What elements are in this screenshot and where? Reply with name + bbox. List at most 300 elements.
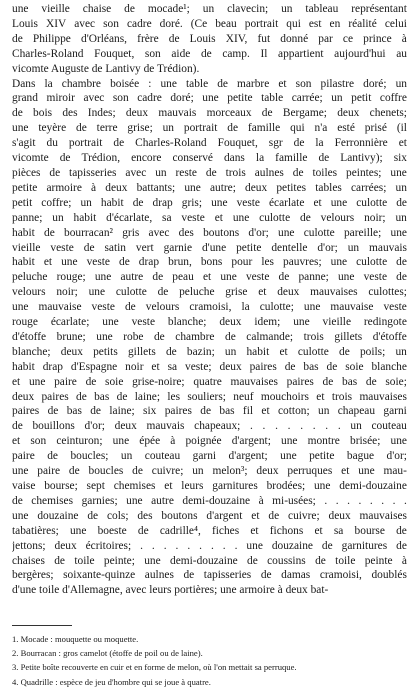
word: drap (42, 360, 63, 373)
word: et (250, 524, 259, 537)
word: de (168, 32, 180, 45)
word: une (330, 196, 348, 209)
word: qui (290, 122, 305, 135)
word: son (295, 77, 312, 90)
word: mauvaise (38, 301, 82, 314)
word: prisé (364, 122, 387, 135)
line-text: d'une toile d'Allemagne, avec leurs portières; une armoire à deux bat- (12, 584, 329, 597)
word: avec (83, 92, 105, 105)
word: son (112, 92, 129, 105)
text-line (12, 166, 407, 181)
word: de (300, 211, 311, 224)
footnotes (12, 632, 407, 689)
word: brisée; (350, 435, 381, 448)
word: . (369, 494, 373, 507)
word: velours (12, 286, 46, 299)
word: une (12, 3, 29, 15)
word: réalité (348, 17, 377, 30)
word: veste (245, 271, 270, 284)
word: et (398, 137, 407, 150)
word: avec (148, 226, 170, 239)
word: beau (215, 17, 237, 30)
word: Charles-Roland (135, 137, 207, 150)
word: peintes; (346, 166, 382, 179)
word: un (155, 166, 167, 179)
word: fil (242, 405, 254, 418)
word: . (140, 539, 143, 552)
word: paires (286, 375, 314, 388)
word: de (12, 494, 23, 507)
word: et (12, 375, 21, 388)
footnote-rule (12, 625, 72, 626)
word: un (318, 405, 330, 418)
word: autre (120, 271, 144, 284)
word: coffre (379, 92, 407, 105)
word: un (52, 211, 64, 224)
word: tapisseries (203, 569, 252, 582)
word: chapeau (337, 405, 376, 418)
word: les (261, 256, 274, 269)
word: de (396, 271, 407, 284)
word: de (165, 345, 177, 358)
word: de (54, 554, 65, 567)
word: de (227, 122, 239, 135)
word: de (268, 509, 280, 522)
word: trois (225, 166, 246, 179)
word: cadre (126, 17, 152, 30)
word: grise-noire; (132, 375, 185, 388)
word: deux (328, 509, 351, 522)
text-line (12, 375, 407, 390)
word: deux (219, 316, 242, 329)
word: de (12, 107, 23, 120)
word: mauvaises (230, 375, 278, 388)
text-line (12, 524, 407, 539)
word: mau- (383, 465, 407, 478)
word: mauvaise (330, 301, 374, 314)
text-line (12, 345, 407, 360)
word: boisée (110, 77, 140, 90)
word: veste (131, 316, 155, 329)
word: brodées; (266, 480, 306, 492)
word: culotte (259, 211, 291, 224)
word: cramoisi, (319, 569, 362, 582)
word: sa (333, 524, 344, 537)
text-line (12, 554, 407, 569)
word: petit (12, 196, 33, 209)
word: habit (100, 196, 124, 209)
word: un (192, 465, 204, 478)
text-line (12, 226, 407, 241)
line-text: vicomte Auguste de Lantivy de Trédion). (12, 62, 200, 75)
word: deux (277, 286, 300, 299)
word: et (313, 196, 322, 209)
word: laine; (109, 405, 135, 418)
word: garnies; (81, 494, 118, 507)
word: une (12, 301, 29, 314)
word: culotte (115, 286, 147, 299)
word: peluche (179, 286, 215, 299)
word: paires (164, 405, 192, 418)
word: habit (12, 226, 35, 239)
word: de (365, 375, 377, 388)
word: du (46, 137, 58, 150)
word: culottes; (368, 286, 407, 299)
text-line (12, 404, 407, 419)
word: frère (137, 32, 159, 45)
word: un (331, 92, 343, 105)
word: veste (50, 241, 74, 254)
word: et (316, 390, 325, 403)
word: la (315, 137, 324, 150)
word: portrait (244, 17, 279, 30)
word: son (103, 17, 119, 30)
text-line (12, 2, 407, 17)
word: de (396, 196, 407, 209)
word: petite (309, 450, 335, 463)
word: bois (33, 107, 53, 120)
word: vert (135, 241, 154, 254)
word: culotte (356, 196, 388, 209)
word: gris (122, 226, 140, 239)
word: boucles; (70, 450, 109, 463)
word: aujourd'hui (334, 47, 386, 60)
word: blanche (371, 360, 407, 373)
word: reste (175, 166, 197, 179)
word: habit (246, 345, 270, 358)
word: pilastre (320, 77, 355, 90)
word: de (200, 405, 212, 418)
word: calmande; (246, 330, 294, 343)
word: une (202, 92, 219, 105)
word: une (246, 539, 263, 552)
word: sa (167, 360, 178, 373)
word: petit (351, 92, 372, 105)
word: chaises (12, 554, 45, 567)
word: jettons; (12, 539, 46, 552)
word: . (392, 494, 396, 507)
text-line (12, 32, 407, 47)
word: . (210, 539, 214, 552)
word: cuivre; (288, 509, 320, 522)
word: représentant (351, 3, 407, 15)
word: brune; (56, 330, 86, 343)
text-line (12, 315, 407, 330)
word: et (279, 345, 288, 358)
word: doublés (371, 569, 407, 582)
word: aide (171, 47, 191, 60)
word: une (12, 509, 29, 522)
word: boucles (88, 465, 124, 478)
word: culotte; (259, 301, 294, 314)
word: bas (303, 360, 319, 373)
word: grise (225, 286, 248, 299)
word: une (126, 494, 143, 507)
word: et (164, 480, 173, 492)
word: aulnes (254, 166, 284, 179)
text-line (12, 479, 407, 494)
word: table (261, 92, 284, 105)
word: à (258, 494, 264, 507)
word: demi-douzaine (170, 554, 238, 567)
word: paires (12, 405, 40, 418)
word: pareille; (343, 226, 382, 239)
word: damas (281, 569, 311, 582)
word: carrée; (291, 92, 323, 105)
word: de (260, 569, 272, 582)
word: . (187, 539, 191, 552)
word: d'or; (84, 420, 105, 433)
word: chambre (175, 330, 215, 343)
word: d'argent (206, 509, 243, 522)
word: trois (303, 330, 324, 343)
word: bas (219, 405, 235, 418)
word: leurs (181, 480, 204, 492)
word: veste (383, 301, 407, 314)
word: chemises (113, 480, 156, 492)
word: une (12, 122, 29, 135)
text-line (12, 255, 407, 270)
word: mauvais (369, 241, 407, 254)
text-line (12, 509, 407, 524)
word: habit (12, 256, 35, 269)
text-line (12, 494, 407, 509)
word: de (205, 166, 217, 179)
word: de (157, 286, 169, 299)
word: et (341, 465, 350, 478)
word: mi-usées; (272, 494, 316, 507)
word: peau (172, 271, 194, 284)
word: panne; (298, 271, 329, 284)
word: culotte (356, 256, 388, 269)
word: d'argent; (228, 450, 268, 463)
word: un (120, 450, 133, 463)
word: doré. (159, 17, 183, 30)
word: autre (151, 494, 174, 507)
text-line (12, 62, 407, 77)
word: Ferronnière (334, 137, 388, 150)
text-line (12, 136, 407, 151)
word: avec (74, 17, 96, 30)
word: autre; (209, 181, 236, 194)
word: deux (125, 107, 149, 120)
word: de (47, 405, 59, 418)
word: d'une (201, 241, 227, 254)
word: bas (94, 390, 110, 403)
word: . (250, 420, 253, 433)
word: un (224, 345, 237, 358)
word: Philippe (32, 32, 71, 45)
word: deux (337, 107, 360, 120)
word: une (12, 465, 29, 478)
word: veste (236, 196, 260, 209)
word: à (91, 181, 97, 194)
text-line (12, 583, 407, 598)
word: morceaux (206, 107, 252, 120)
word: une (88, 286, 106, 299)
word: la (241, 301, 250, 314)
word: . (175, 539, 179, 552)
word: doré; (170, 92, 194, 105)
word: aulnes (144, 569, 174, 582)
word: noir; (56, 286, 78, 299)
word: Indes; (87, 107, 116, 120)
word: de (44, 226, 55, 239)
word: trois (331, 390, 353, 403)
word: . (358, 494, 362, 507)
word: vaise (12, 480, 36, 492)
word: melon³; (212, 465, 248, 478)
word: chemises (31, 494, 74, 507)
word: de (49, 166, 61, 179)
word: de (132, 465, 143, 478)
word: laine; (134, 390, 161, 403)
word: d'écarlate, (106, 211, 153, 224)
word: petite (227, 92, 253, 105)
text-line (12, 211, 407, 226)
word: de (217, 77, 228, 90)
word: à (401, 32, 407, 45)
word: un (347, 241, 360, 254)
word: mauvaises (359, 509, 407, 522)
word: une (102, 316, 119, 329)
word: d'étoffe (372, 330, 407, 343)
word: dans (223, 152, 245, 165)
word: de (124, 301, 136, 314)
word: paire (37, 465, 61, 478)
word: . (262, 420, 266, 433)
text-line (12, 181, 407, 196)
word: dentelle (271, 241, 308, 254)
text-line (12, 434, 407, 449)
word: pour (231, 256, 253, 269)
word: une (184, 181, 201, 194)
word: et (261, 405, 270, 418)
body-text (12, 2, 407, 598)
word: d'or; (386, 450, 407, 463)
word: Lantivy); (340, 152, 383, 165)
word: pauvres; (283, 256, 322, 269)
word: et (278, 77, 287, 90)
text-line (12, 270, 407, 285)
word: et (202, 271, 212, 284)
word: douzaine (37, 509, 79, 522)
word: XIV, (225, 32, 248, 45)
word: d'Orléans, (81, 32, 128, 45)
word: une (390, 226, 407, 239)
word: cadre (137, 92, 162, 105)
word: avec (125, 166, 147, 179)
word: une (280, 450, 297, 463)
word: de (396, 256, 407, 269)
word: une (69, 524, 87, 537)
word: toile (335, 554, 356, 567)
word: . (163, 539, 167, 552)
word: conservé (172, 152, 213, 165)
word: est (308, 17, 322, 30)
word: peinte; (103, 554, 135, 567)
word: cadrille⁴, (159, 524, 201, 537)
word: une (390, 166, 407, 179)
word: et (251, 509, 260, 522)
text-line (12, 539, 407, 554)
word: sept (86, 480, 105, 492)
word: deux (219, 360, 242, 373)
word: une (303, 301, 321, 314)
word: bourse; (44, 480, 78, 492)
word: de (116, 390, 128, 403)
word: table (185, 77, 209, 90)
word: panne; (12, 211, 43, 224)
word: coffre; (41, 196, 72, 209)
word: bouillons (32, 420, 75, 433)
word: un (202, 3, 215, 15)
word: noir; (364, 211, 386, 224)
word: Louis (12, 17, 38, 30)
word: de (292, 166, 304, 179)
word: bazin; (186, 345, 215, 358)
word: encore (131, 152, 162, 165)
word: de (47, 450, 58, 463)
word: robe (123, 330, 144, 343)
word: clavecin; (227, 3, 269, 15)
text-line (12, 47, 407, 62)
word: . (403, 494, 407, 507)
word: de (225, 330, 236, 343)
word: une (160, 77, 177, 90)
word: vicomte (12, 152, 49, 165)
word: : (148, 77, 152, 90)
word: de (83, 241, 95, 254)
word: cotton; (278, 405, 310, 418)
word: garnitures (341, 539, 388, 552)
word: de (321, 539, 333, 552)
word: portrait (183, 122, 218, 135)
word: (il (396, 122, 407, 135)
word: paires (249, 360, 277, 373)
word: ceinturon; (56, 435, 103, 448)
word: cramoisi, (189, 301, 232, 314)
word: Charles-Roland (12, 47, 84, 60)
word: . (335, 494, 339, 507)
word: terre (96, 122, 118, 135)
word: de (87, 509, 99, 522)
text-line (12, 106, 407, 121)
word: une (330, 256, 348, 269)
word: gillets (334, 330, 363, 343)
word: de (318, 152, 330, 165)
word: s'agit (12, 137, 36, 150)
word: une (337, 271, 355, 284)
word: miroir (46, 92, 75, 105)
word: . (222, 539, 226, 552)
word: poils; (359, 345, 386, 358)
word: . (325, 420, 329, 433)
text-line (12, 419, 407, 434)
word: paire (54, 375, 77, 388)
word: bons (200, 256, 223, 269)
word: vieille (41, 3, 70, 15)
word: mauvais (146, 420, 185, 433)
word: mauvais (158, 107, 197, 120)
word: de (153, 330, 165, 343)
word: de (76, 122, 87, 135)
word: culotte (297, 345, 329, 358)
word: une (220, 271, 237, 284)
word: épée (139, 435, 161, 448)
word: doré; (363, 77, 387, 90)
word: de (284, 360, 296, 373)
